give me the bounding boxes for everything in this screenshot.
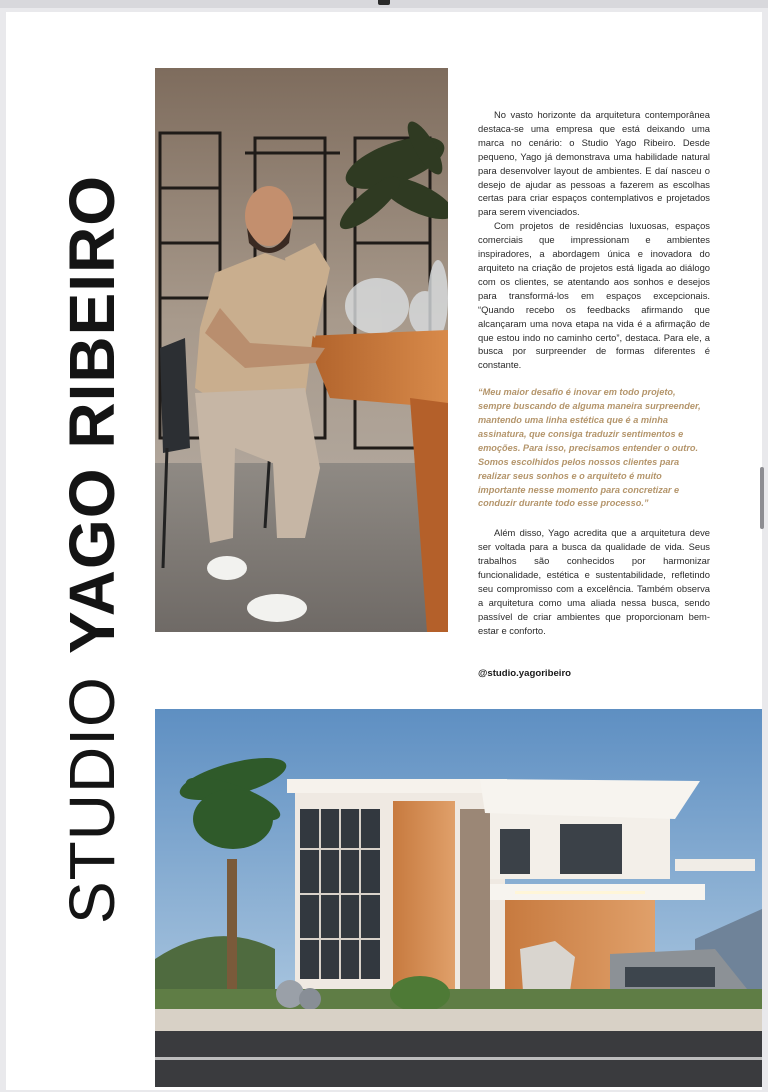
magazine-page — [6, 12, 762, 1090]
scrollbar-thumb[interactable] — [760, 467, 764, 529]
house-render-photo — [155, 709, 762, 1087]
architect-portrait-photo — [155, 68, 448, 632]
pull-quote: “Meu maior desafio é inovar em todo projeto, sempre buscando de alguma maneira surpreender, mantendo uma linha estética que é a minha assinatura, que consiga traduzir sentimentos e emoções. Para isso, precisamos entender o outro. Somos escolhidos pelos nossos clientes para realizar seus sonhos e o arquiteto é muito importante nesse momento para concretizar e conduzir durante todo esse processo.” — [478, 387, 701, 509]
vertical-title — [56, 116, 128, 924]
article-paragraph: Com projetos de residências luxuosas, espaços comerciais que impressionam e ambientes inspiradores, a abordagem única e inovadora do arquiteto na criação de projetos está ligada ao diálogo com os clientes, se atentando aos sonhos e desejos para transformá-los em espaços excepcionais. “Quando recebo os feedbacks afirmando que alcançaram uma nova etapa na vida é a afirmação de que estou indo no caminho certo”, destaca. Para ele, a busca por surpreender de formas diferentes é constante. — [478, 220, 710, 371]
viewer-notch — [378, 0, 390, 5]
article-paragraph: No vasto horizonte da arquitetura contemporânea destaca-se uma empresa que está deixando uma marca no cenário: o Studio Yago Ribeiro. Desde pequeno, Yago já demonstrava uma habilidade natural para desenvolver layout de ambientes. E daí nasceu o desejo de ajudar as pessoas a fazerem as escolhas certas para criar espaços contemplativos e projetados para serem vivenciados. — [478, 109, 710, 218]
instagram-handle: @studio.yagoribeiro — [478, 668, 572, 679]
article-paragraph: Além disso, Yago acredita que a arquitetura deve ser voltada para a busca da qualidade de vida. Seus trabalhos são conhecidos por harmonizar funcionalidade, estética e sustentabilidade, refletindo seu compromisso com a excelência. Também observa a arquitetura como uma aliada nessa busca, sendo passível de criar ambientes que proporcionam bem-estar e conforto. — [478, 527, 710, 636]
title-name: YAGO RIBEIRO — [56, 175, 128, 655]
article-body — [478, 108, 710, 638]
title-studio: STUDIO — [56, 676, 128, 924]
